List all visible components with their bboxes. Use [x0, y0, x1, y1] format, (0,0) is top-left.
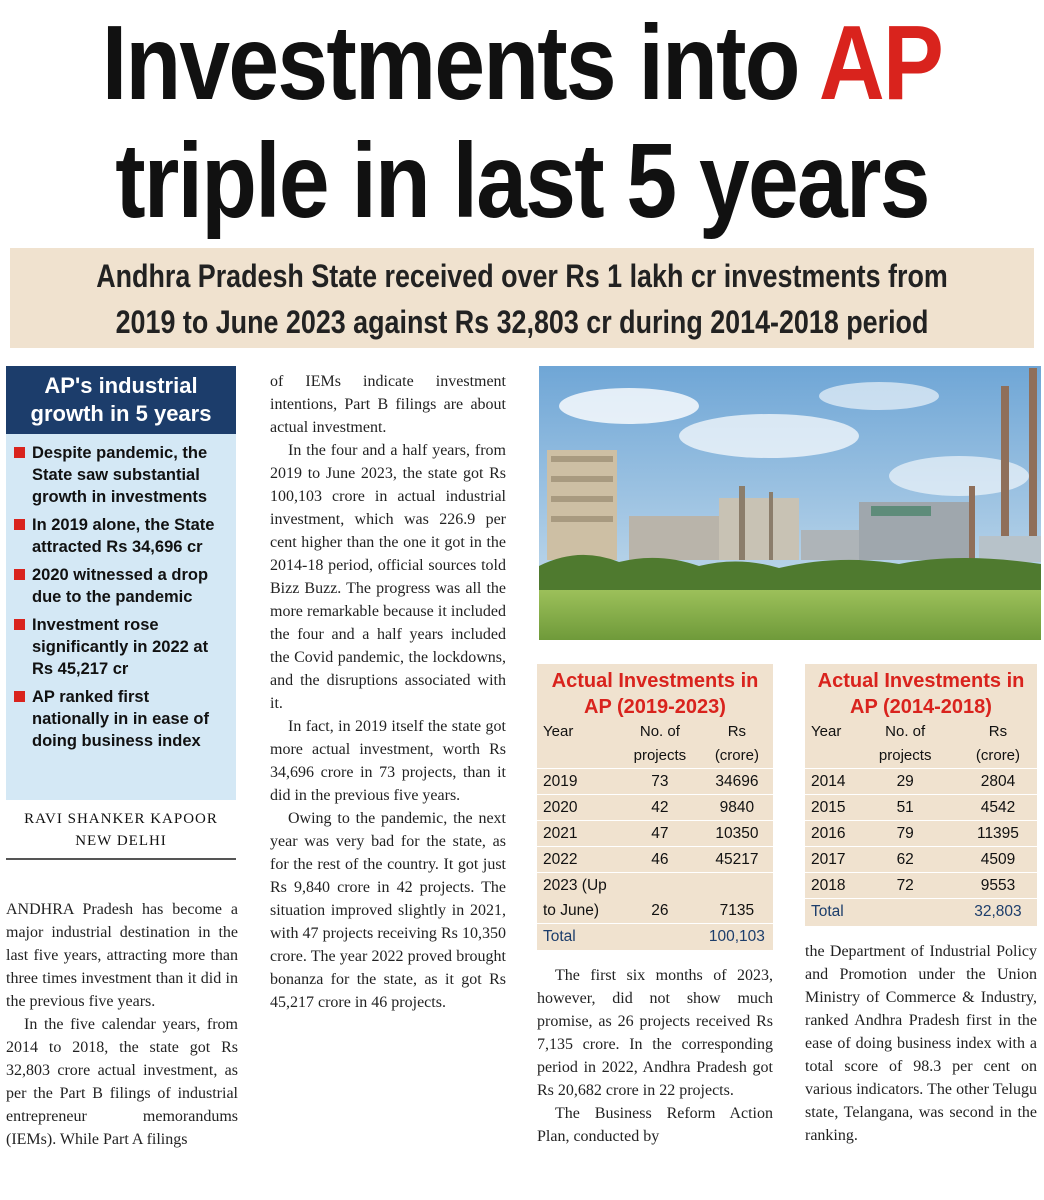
cell-year: 2017 — [811, 851, 846, 868]
article-paragraph: of IEMs indicate investment intentions, Part B filings are about actual investment. — [270, 373, 506, 436]
table-title: Actual Investments in AP (2014-2018) — [817, 670, 1025, 718]
table-row — [805, 795, 1037, 821]
table-total-row — [805, 899, 1037, 925]
cell-amount: 45217 — [715, 851, 759, 868]
article-paragraph: The first six months of 2023, however, did not show much promise, as 26 projects received Rs 7,135 crore. In the corresponding period in 2022, Andhra Pradesh got Rs 20,682 crore in 22 projects. — [537, 967, 773, 1099]
highlight-text: 2020 witnessed a drop due to the pandemic — [32, 566, 209, 606]
table-row — [537, 821, 773, 847]
cell-projects: 73 — [651, 773, 669, 790]
cell-amount: 11395 — [976, 825, 1019, 842]
table-grid — [805, 720, 1037, 924]
cell-year: 2022 — [543, 851, 578, 868]
table-row — [805, 769, 1037, 795]
headline-line-1 — [73, 4, 971, 122]
cell-year: 2016 — [811, 825, 846, 842]
highlight-item — [14, 442, 230, 508]
subheadline-line-1: Andhra Pradesh State received over Rs 1 lakh cr investments from — [96, 258, 948, 294]
column-header-projects: No. of projects — [633, 723, 687, 764]
article-paragraph: In the four and a half years, from 2019 to June 2023, the state got Rs 100,103 crore in actual industrial investment, which was 226.9 per cent higher than the one it got in the 2014-18 period, official sources told Bizz Buzz. The progress was all the more remarkable because it included the four and a half years included the Covid pandemic, the lockdowns, and the disruptions associated with it. — [270, 442, 506, 712]
column-header-year: Year — [811, 723, 842, 740]
highlights-title: AP's industrial growth in 5 years — [6, 366, 236, 434]
cell-projects: 62 — [896, 851, 914, 868]
cell-year: 2014 — [811, 773, 846, 790]
table-grid — [537, 720, 773, 949]
headline-line-2: triple in last 5 years — [115, 122, 929, 240]
investments-table-2019-2023 — [537, 664, 773, 950]
cell-year: 2020 — [543, 799, 578, 816]
total-spacer — [851, 899, 958, 925]
article-paragraph: In fact, in 2019 itself the state got more actual investment, worth Rs 34,696 crore in 73 projects, than it did in the previous five years. — [270, 718, 506, 804]
table-row — [537, 769, 773, 795]
cell-amount: 9553 — [980, 877, 1016, 894]
highlight-text: In 2019 alone, the State attracted Rs 34,696 cr — [32, 516, 215, 556]
square-bullet-icon — [14, 619, 25, 630]
article-paragraph: ANDHRA Pradesh has become a major industrial destination in the last five years, attracting more than three times investment than it did in the previous five years. — [6, 901, 238, 1010]
square-bullet-icon — [14, 519, 25, 530]
table-header-row — [537, 720, 773, 769]
headline-highlight: AP — [818, 4, 943, 122]
cell-year: 2023 (Up to June) — [543, 877, 607, 919]
article-column-1 — [6, 898, 238, 1151]
cell-year: 2019 — [543, 773, 578, 790]
cell-year: 2018 — [811, 877, 846, 894]
table-row — [537, 795, 773, 821]
table-row — [805, 873, 1037, 899]
cell-projects: 42 — [651, 799, 669, 816]
total-label: Total — [543, 928, 576, 945]
byline-author: RAVI SHANKER KAPOOR — [24, 811, 218, 827]
byline-location: NEW DELHI — [75, 833, 167, 849]
highlight-item — [14, 564, 230, 608]
table-header-row — [805, 720, 1037, 769]
column-header-amount: Rs (crore) — [714, 723, 759, 764]
highlight-item — [14, 686, 230, 752]
square-bullet-icon — [14, 447, 25, 458]
square-bullet-icon — [14, 569, 25, 580]
highlight-text: Despite pandemic, the State saw substantial growth in investments — [32, 444, 208, 506]
cell-amount: 4542 — [980, 799, 1016, 816]
cell-amount: 34696 — [715, 773, 759, 790]
total-spacer — [619, 924, 701, 950]
byline-divider — [6, 858, 236, 860]
cell-year: 2015 — [811, 799, 846, 816]
investments-table-2014-2018 — [805, 664, 1037, 926]
highlights-list — [6, 434, 236, 752]
subheadline-line-2: 2019 to June 2023 against Rs 32,803 cr during 2014-2018 period — [115, 304, 929, 340]
table-row — [537, 847, 773, 873]
cell-projects: 29 — [896, 773, 914, 790]
cell-year: 2021 — [543, 825, 578, 842]
article-column-2 — [270, 370, 506, 1014]
article-column-3 — [537, 964, 773, 1148]
cell-amount: 4509 — [980, 851, 1016, 868]
cell-projects: 46 — [651, 851, 669, 868]
article-paragraph: The Business Reform Action Plan, conducted by — [537, 1105, 773, 1145]
table-row — [805, 847, 1037, 873]
table-title: Actual Investments in AP (2019-2023) — [551, 670, 759, 718]
factory-illustration — [539, 366, 1041, 640]
cell-projects: 47 — [651, 825, 669, 842]
cell-projects: 26 — [651, 902, 669, 919]
subheadline — [10, 248, 1034, 348]
cell-amount: 9840 — [719, 799, 755, 816]
article-paragraph: Owing to the pandemic, the next year was very bad for the state, as for the rest of the country. It got just Rs 9,840 crore in 42 projects. The situation improved slightly in 2021, with 47 projects receiving Rs 10,350 crore. The year 2022 proved brought bonanza for the state, as it got Rs 45,217 crore in 46 projects. — [270, 810, 506, 1011]
cell-amount: 2804 — [980, 773, 1016, 790]
table-row — [537, 873, 773, 924]
column-header-projects: No. of projects — [878, 723, 932, 764]
industrial-plant-photo — [539, 366, 1041, 640]
column-header-year: Year — [543, 723, 574, 740]
byline — [6, 808, 236, 852]
article-paragraph: the Department of Industrial Policy and Promotion under the Union Ministry of Commerce & Industry, ranked Andhra Pradesh first in the ease of doing business index with a total score of 98.3 per cent on various indicators. The other Telugu state, Telangana, was second in the ranking. — [805, 943, 1037, 1144]
cell-projects: 51 — [896, 799, 914, 816]
highlights-box — [6, 366, 236, 800]
article-paragraph: In the five calendar years, from 2014 to 2018, the state got Rs 32,803 crore actual investment, as per the Part B filings of industrial entrepreneur memorandums (IEMs). While Part A filings — [6, 1016, 238, 1148]
headline-prefix: Investments into — [101, 4, 819, 122]
highlight-item — [14, 614, 230, 680]
highlight-text: Investment rose significantly in 2022 at Rs 45,217 cr — [32, 616, 209, 678]
cell-amount: 10350 — [715, 825, 759, 842]
article-column-4 — [805, 940, 1037, 1147]
column-header-amount: Rs (crore) — [975, 723, 1021, 764]
highlight-item — [14, 514, 230, 558]
total-value: 32,803 — [974, 903, 1022, 920]
table-total-row — [537, 924, 773, 950]
total-value: 100,103 — [708, 928, 765, 945]
cell-amount: 7135 — [719, 902, 755, 919]
cell-projects: 79 — [896, 825, 914, 842]
table-row — [805, 821, 1037, 847]
headline — [73, 4, 971, 240]
square-bullet-icon — [14, 691, 25, 702]
cell-projects: 72 — [896, 877, 914, 894]
highlight-text: AP ranked first nationally in in ease of doing business index — [32, 688, 209, 750]
total-label: Total — [811, 903, 844, 920]
